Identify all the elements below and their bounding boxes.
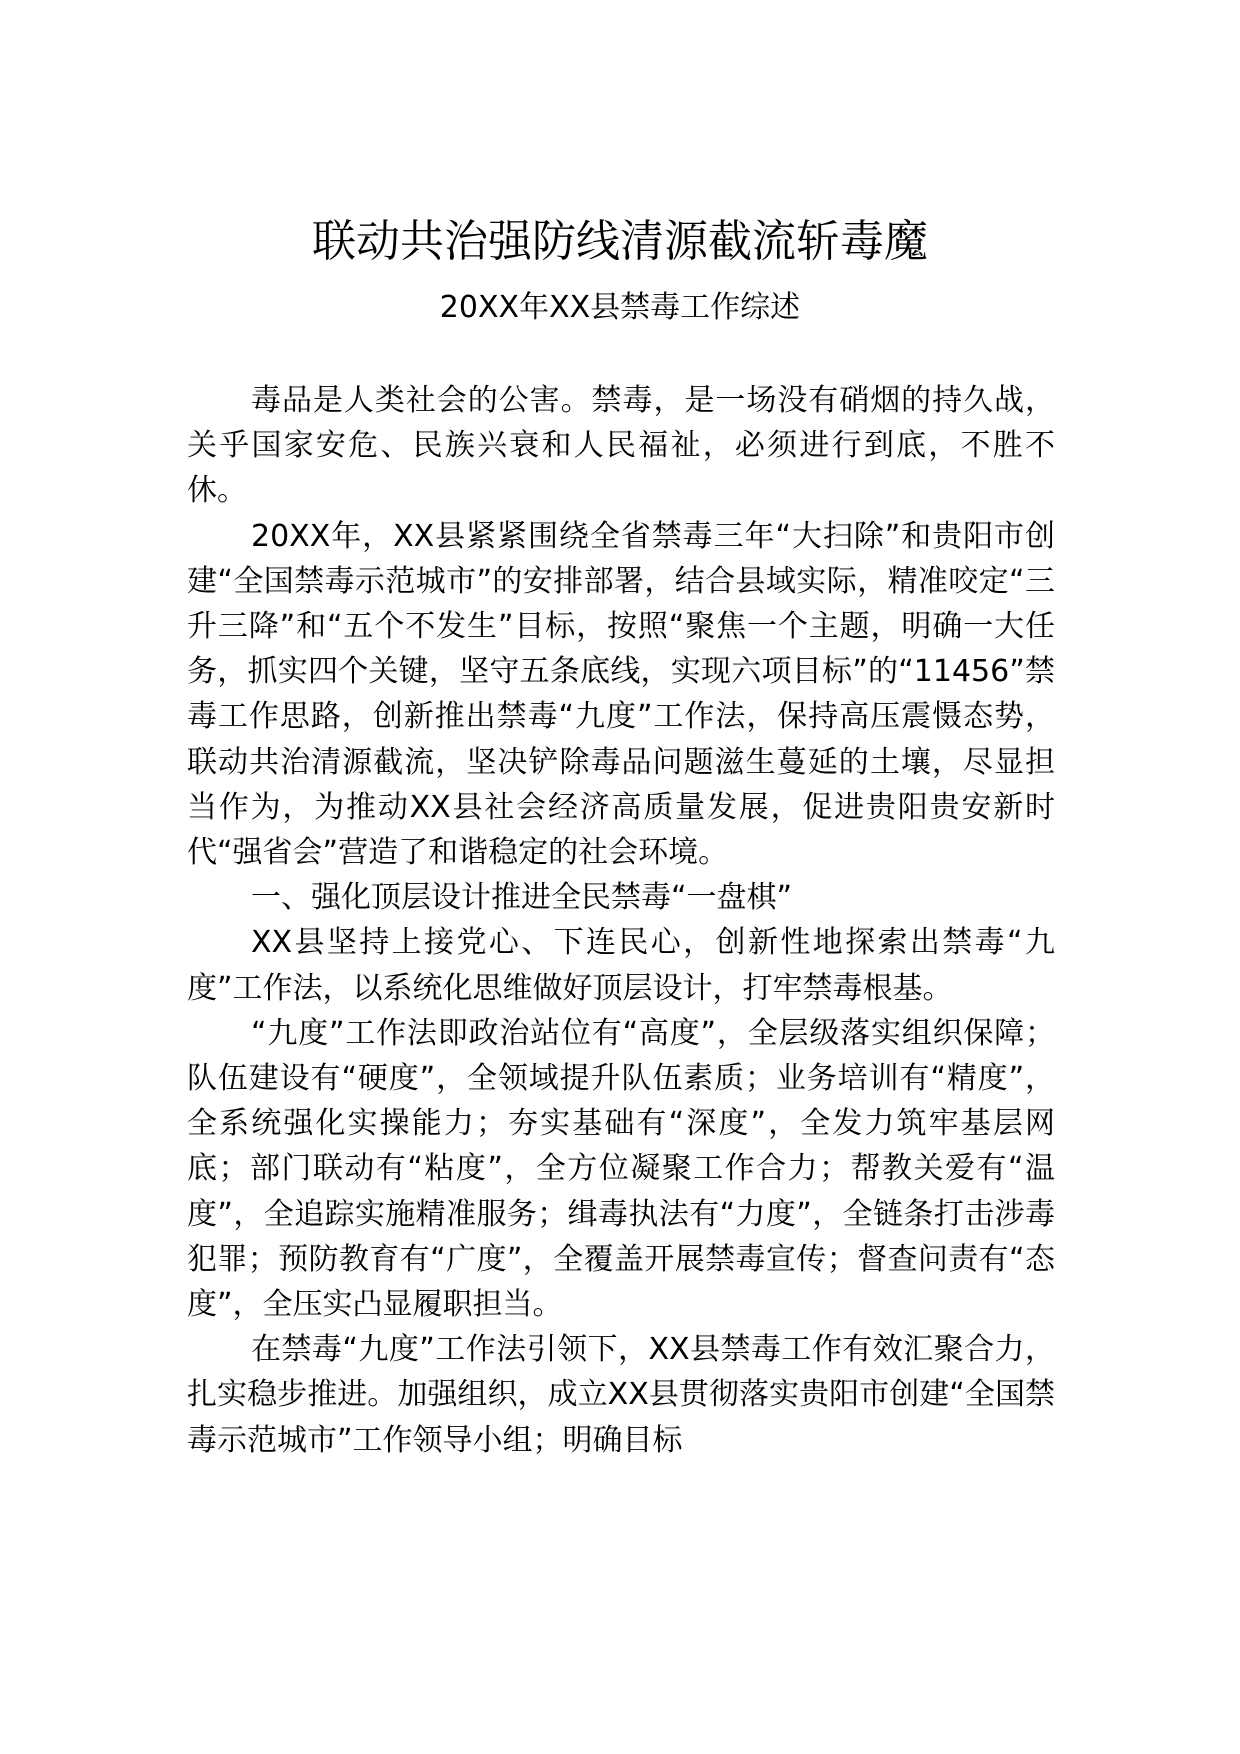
paragraph-section-1-intro: XX县坚持上接党心、下连民心，创新性地探索出禁毒“九度”工作法，以系统化思维做好顶层设计，打牢禁毒根基。: [187, 925, 1055, 1006]
document-title: 联动共治强防线清源截流斩毒魔: [312, 216, 928, 267]
document-subtitle: 20XX年XX县禁毒工作综述: [439, 290, 801, 325]
document-body: [187, 378, 1055, 1463]
paragraph-overview: 20XX年，XX县紧紧围绕全省禁毒三年“大扫除”和贵阳市创建“全国禁毒示范城市”的安排部署，结合县域实际，精准咬定“三升三降”和“五个不发生”目标，按照“聚焦一个主题，明确一大任务，抓实四个关键，坚守五条底线，实现六项目标”的“11456”禁毒工作思路，创新推出禁毒“九度”工作法，保持高压震慑态势，联动共治清源截流，坚决铲除毒品问题滋生蔓延的土壤，尽显担当作为，为推动XX县社会经济高质量发展，促进贵阳贵安新时代“强省会”营造了和谐稳定的社会环境。: [187, 518, 1055, 871]
paragraph-implementation: 在禁毒“九度”工作法引领下，XX县禁毒工作有效汇聚合力，扎实稳步推进。加强组织，成立XX县贯彻落实贵阳市创建“全国禁毒示范城市”工作领导小组；明确目标: [187, 1332, 1055, 1458]
section-heading-1: 一、强化顶层设计推进全民禁毒“一盘棋”: [251, 880, 793, 916]
paragraph-nine-degrees: “九度”工作法即政治站位有“高度”，全层级落实组织保障；队伍建设有“硬度”，全领域提升队伍素质；业务培训有“精度”，全系统强化实操能力；夯实基础有“深度”，全发力筑牢基层网底；部门联动有“粘度”，全方位凝聚工作合力；帮教关爱有“温度”，全追踪实施精准服务；缉毒执法有“力度”，全链条打击涉毒犯罪；预防教育有“广度”，全覆盖开展禁毒宣传；督查问责有“态度”，全压实凸显履职担当。: [187, 1015, 1055, 1323]
paragraph-intro: 毒品是人类社会的公害。禁毒，是一场没有硝烟的持久战，关乎国家安危、民族兴衰和人民福祉，必须进行到底，不胜不休。: [187, 383, 1055, 509]
